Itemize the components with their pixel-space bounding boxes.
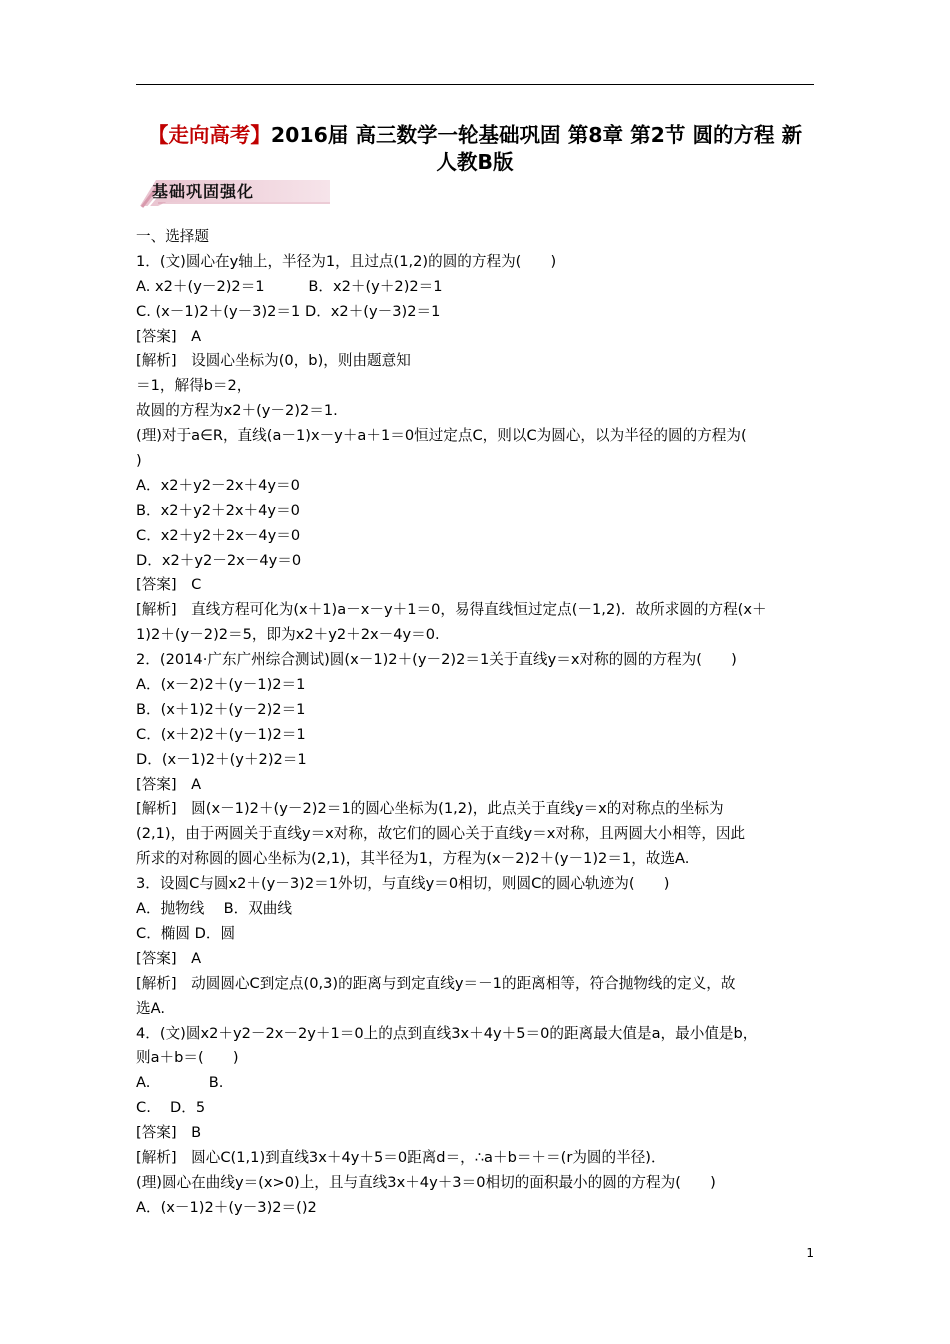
- document-title: [136, 122, 814, 176]
- text-line: A．(x－1)2＋(y－3)2＝()2: [136, 1198, 317, 1216]
- text-line: [答案] A: [136, 327, 202, 345]
- text-line: (理)对于a∈R，直线(a－1)x－y＋a＋1＝0恒过定点C，则以C为圆心，以为半径的圆的方程为(: [136, 427, 747, 445]
- text-line: A. B.: [136, 1074, 224, 1092]
- banner-label: 基础巩固强化: [152, 182, 255, 201]
- text-line: [解析] 直线方程可化为(x＋1)a－x－y＋1＝0，易得直线恒过定点(－1,2)．故所求圆的方程(x＋: [136, 601, 767, 619]
- text-line: C. D．5: [136, 1099, 206, 1117]
- text-line: A．x2＋y2－2x＋4y＝0: [136, 476, 300, 494]
- text-line: B．x2＋y2＋2x＋4y＝0: [136, 501, 300, 519]
- text-line: 1)2＋(y－2)2＝5，即为x2＋y2＋2x－4y＝0.: [136, 626, 440, 644]
- text-line: D．(x－1)2＋(y＋2)2＝1: [136, 750, 307, 768]
- text-line: 4．(文)圆x2＋y2－2x－2y＋1＝0上的点到直线3x＋4y＋5＝0的距离最大值是a，最小值是b，: [136, 1024, 758, 1042]
- text-line: B．(x＋1)2＋(y－2)2＝1: [136, 700, 306, 718]
- text-line: 选A.: [136, 999, 165, 1017]
- text-line: D．x2＋y2－2x－4y＝0: [136, 551, 302, 569]
- title-line-1: [136, 122, 814, 149]
- text-line: [答案] A: [136, 775, 202, 793]
- text-line: A．(x－2)2＋(y－1)2＝1: [136, 676, 306, 694]
- text-line: ): [136, 452, 142, 470]
- title-bracket: 【走向高考】: [147, 123, 271, 147]
- text-line: [解析] 动圆圆心C到定点(0,3)的距离与到定直线y＝－1的距离相等，符合抛物线的定义，故: [136, 974, 736, 992]
- text-line: 故圆的方程为x2＋(y－2)2＝1.: [136, 402, 338, 420]
- text-line: 所求的对称圆的圆心坐标为(2,1)，其半径为1，方程为(x－2)2＋(y－1)2＝1，故选A.: [136, 850, 690, 868]
- text-line: [答案] C: [136, 576, 202, 594]
- text-line: A. x2＋(y－2)2＝1 B．x2＋(y＋2)2＝1: [136, 277, 443, 295]
- text-line: C．(x＋2)2＋(y－1)2＝1: [136, 725, 306, 743]
- text-line: C. (x－1)2＋(y－3)2＝1 D．x2＋(y－3)2＝1: [136, 302, 441, 320]
- text-line: 一、选择题: [136, 228, 209, 245]
- section-banner: [138, 176, 332, 208]
- text-line: A．抛物线 B．双曲线: [136, 900, 292, 918]
- text-line: [解析] 圆(x－1)2＋(y－2)2＝1的圆心坐标为(1,2)，此点关于直线y＝x的对称点的坐标为: [136, 800, 724, 818]
- text-line: 则a＋b＝( ): [136, 1049, 239, 1067]
- text-line: [解析] 设圆心坐标为(0，b)，则由题意知: [136, 352, 411, 370]
- text-line: 2．(2014·广东广州综合测试)圆(x－1)2＋(y－2)2＝1关于直线y＝x对称的圆的方程为( ): [136, 651, 737, 669]
- text-line: (2,1)，由于两圆关于直线y＝x对称，故它们的圆心关于直线y＝x对称，且两圆大小相等，因此: [136, 825, 746, 843]
- text-line: 1．(文)圆心在y轴上，半径为1，且过点(1,2)的圆的方程为( ): [136, 252, 557, 270]
- text-line: (理)圆心在曲线y＝(x>0)上，且与直线3x＋4y＋3＝0相切的面积最小的圆的方程为( ): [136, 1173, 716, 1191]
- text-line: [答案] A: [136, 949, 202, 967]
- text-line: C．x2＋y2＋2x－4y＝0: [136, 526, 301, 544]
- page-number: 1: [806, 1246, 814, 1260]
- text-line: [答案] B: [136, 1124, 202, 1142]
- document-body: [136, 225, 816, 1221]
- text-line: C．椭圆 D．圆: [136, 924, 236, 942]
- title-line-2: 人教B版: [436, 150, 514, 174]
- title-text: 2016届 高三数学一轮基础巩固 第8章 第2节 圆的方程 新: [270, 123, 803, 147]
- header-rule: [136, 84, 814, 85]
- text-line: [解析] 圆心C(1,1)到直线3x＋4y＋5＝0距离d＝，∴a＋b＝＋＝(r为圆的半径)．: [136, 1148, 666, 1166]
- text-line: ＝1，解得b＝2，: [136, 377, 252, 395]
- text-line: 3．设圆C与圆x2＋(y－3)2＝1外切，与直线y＝0相切，则圆C的圆心轨迹为( ): [136, 875, 670, 893]
